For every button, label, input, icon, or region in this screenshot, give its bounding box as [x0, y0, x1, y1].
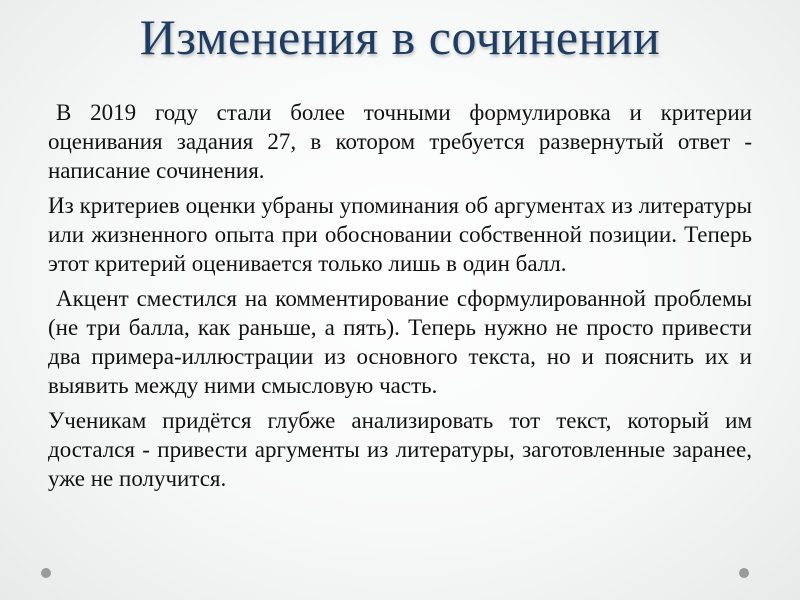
paragraph-4: Ученикам придётся глубже анализировать тот текст, который им достался - привести аргументы из литературы, заготовленные заранее, уже не получится.: [48, 408, 752, 491]
paragraph-3: Акцент сместился на комментирование сформулированной проблемы (не три балла, как раньше, а пять). Теперь нужно не просто привести два примера-иллюстрации из основного текста, но и пояснить их и выявить между ними смысловую часть.: [48, 286, 752, 398]
decorative-dot-right-icon: [739, 568, 749, 578]
paragraph-1: В 2019 году стали более точными формулировка и критерии оценивания задания 27, в котором требуется развернутый ответ - написание сочинения.: [48, 100, 752, 183]
paragraph-2: Из критериев оценки убраны упоминания об аргументах из литературы или жизненного опыта при обосновании собственной позиции. Теперь этот критерий оценивается только лишь в один балл.: [48, 193, 752, 276]
slide-title: Изменения в сочинении: [139, 9, 661, 65]
slide-body: [48, 98, 752, 499]
decorative-dot-left-icon: [41, 568, 51, 578]
